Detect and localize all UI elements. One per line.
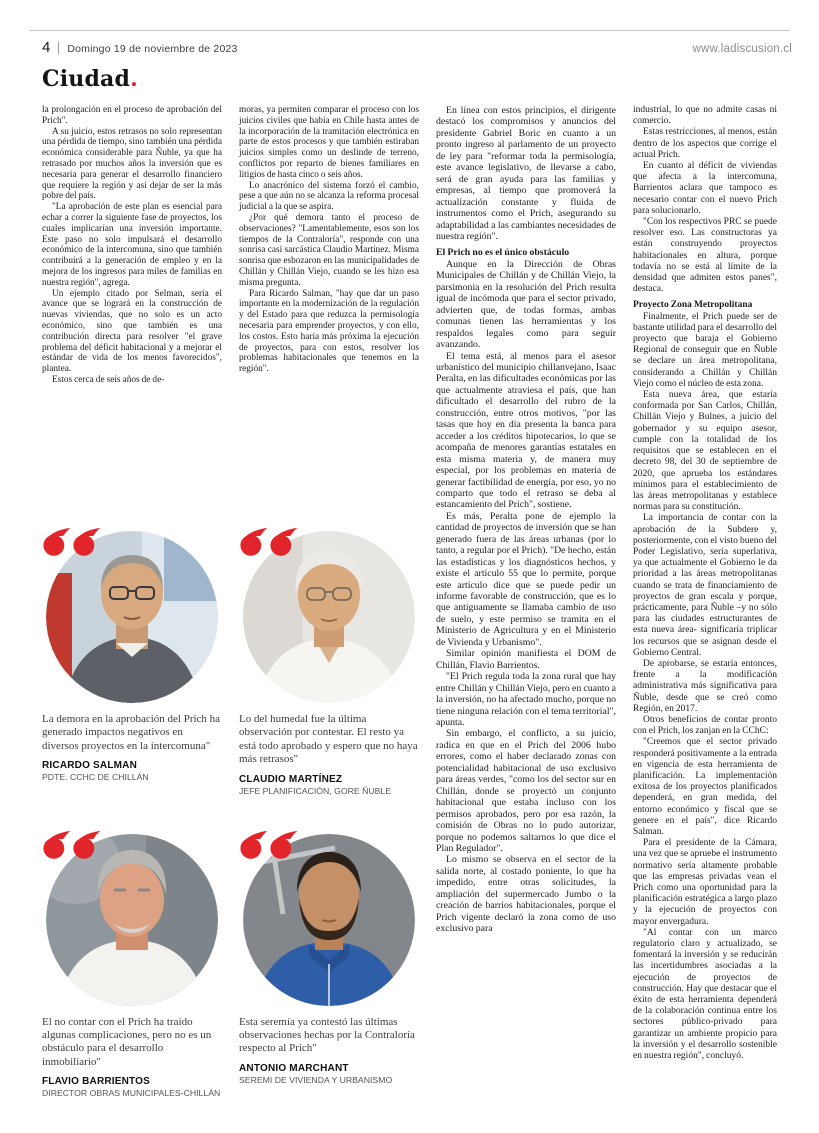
photo-flavio-barrientos <box>46 834 218 1006</box>
subheading: El Prich no es el único obstáculo <box>436 247 570 259</box>
text-column-1 <box>42 105 222 507</box>
body-paragraph: "Con los respectivos PRC se puede resolver eso. Las constructoras ya están construyendo proyectos habitacionales en altura, porque todavía no se está al límite de la densidad que admiten estos panes", destaca. <box>633 217 777 295</box>
body-paragraph: Finalmente, el Prich puede ser de bastante utilidad para el desarrollo del proyecto que baraja el Gobierno Regional de conseguir que en Ñuble se declare un área metropolitana, considerando a Chillán y Chillán Viejo como el núcleo de esta zona. <box>633 311 777 389</box>
quote-author-name: CLAUDIO MARTÍNEZ <box>239 773 343 785</box>
quote-attribution <box>42 1076 222 1098</box>
body-paragraph: Es más, Peralta pone de ejemplo la cantidad de proyectos de inversión que se han generado fuera de las áreas urbanas (por lo tanto, a regular por el Prich). "De hecho, están las estadísticas y los diagnósticos hechos, y existe el artículo 55 que lo permite, porque este artículo dice que se puede pedir un informe favorable de construcción, que es lo que antiguamente se llamaba cambio de uso de suelo, y este permiso se tramita en el Ministerio de Agricultura y en el Ministerio de Vivienda y Urbanismo". <box>436 510 616 648</box>
body-paragraph: La importancia de contar con la aprobación de la Subdere y, posteriormente, con el visto bueno del Poder Legislativo, sería superlativa, ya que actualmente el Gobierno le da prioridad a las áreas metropolitanas cuando se trata de financiamiento de proyectos de gran escala y porque, prácticamente, para Ñuble –y no sólo para las ciudades estructurantes de esta nueva área- significaría triplicar los recursos que se asignan desde el Gobierno Central. <box>633 513 777 658</box>
body-paragraph: De aprobarse, se estaría entonces, frente a la modificación administrativa más significativa para Ñuble, desde que se creó como Región, en 2017. <box>633 658 777 714</box>
quote-block-claudio-martinez <box>239 531 419 796</box>
body-paragraph: "La aprobación de este plan es esencial para echar a correr la siguiente fase de proyectos, los cuales implicarían una inversión importante. Este paso no solo impulsará el desarrollo económico de la intercomuna, sino que también contribuirá a la generación de empleo y en la mejora de los ingresos para miles de familias en nuestra región", agrega. <box>42 202 222 288</box>
body-paragraph: Esta nueva área, que estaría conformada por San Carlos, Chillán, Chillán Viejo y Bulnes, a juicio del gobernador y su equipo asesor, cumple con la totalidad de los requisitos que se establecen en el decreto 98, del 30 de septiembre de 2020, que aprueba los estándares mínimos para el establecimiento de las áreas metropolitanas y establece normas para su constitución. <box>633 390 777 513</box>
body-paragraph: Un ejemplo citado por Selman, sería el avance que se logrará en la construcción de nuevas viviendas, que no solo es un acto económico, sino que también es una contribución directa para resolver "el grave problema del déficit habitacional y a mejorar el estándar de vida de los menos favorecidos", plantea. <box>42 288 222 375</box>
body-paragraph: El tema está, al menos para el asesor urbanístico del municipio chillanvejano, Isaac Peralta, en las dificultades económicas por las que actualmente atraviesa el país, que han dificultado el desarrollo del rubro de la construcción, entre otros motivos, "por las tasas que hoy en día presenta la banca para acceder a los créditos hipotecarios, lo que se acompaña de menores garantías estatales en esta misma materia y, de manera muy especial, por los problemas en materia de generar factibilidad de energía, por eso, yo no comparto que todo el retraso se deba al estancamiento del Prich", sostiene. <box>436 350 616 511</box>
subheading: Proyecto Zona Metropolitana <box>633 300 753 311</box>
quote-attribution <box>239 1063 419 1085</box>
body-paragraph: Para el presidente de la Cámara, una vez que se apruebe el instrumento normativo sería altamente probable que las empresas privadas vean el Prich como una oportunidad para la planificación estratégica a largo plazo y la ejecución de proyectos con mayor envergadura. <box>633 838 777 927</box>
quotes-grid <box>42 531 419 1098</box>
body-paragraph: Similar opinión manifiesta el DOM de Chillán, Flavio Barrientos. <box>436 648 616 671</box>
quote-attribution <box>42 760 222 782</box>
left-half <box>42 105 419 1098</box>
section-title-text: Ciudad <box>42 66 131 92</box>
website-link[interactable]: www.ladiscusion.cl <box>692 43 792 55</box>
body-paragraph: Estas restricciones, al menos, están dentro de los aspectos que corrige el actual Prich. <box>633 127 777 160</box>
section-title <box>42 67 777 91</box>
quote-author-name: RICARDO SALMAN <box>42 760 138 772</box>
quote-author-role: JEFE PLANIFICACIÓN, GORE ÑUBLE <box>239 785 392 796</box>
masthead <box>42 39 792 57</box>
left-text-columns <box>42 105 419 507</box>
body-paragraph: Lo mismo se observa en el sector de la salida norte, al costado poniente, lo que ha impedido, entre otras solicitudes, la ampliación del supermercado Jumbo o la creación de barrios habitacionales, porque el Prich vigente declaró la zona como de uso exclusivo para <box>436 854 616 935</box>
quote-author-role: DIRECTOR OBRAS MUNICIPALES-CHILLÁN <box>42 1088 221 1099</box>
body-paragraph: Aunque en la Dirección de Obras Municipales de Chillán y de Chillán Viejo, la parsimonia en la resolución del Prich resulta igual de incómoda que para el sector privado, advierten que, de todas formas, ambas comunas tienen las herramientas y los respaldos legales como para seguir avanzando. <box>436 258 616 351</box>
body-paragraph: Estos cerca de seis años de de- <box>52 374 165 385</box>
quote-author-role: SEREMI DE VIVIENDA Y URBANISMO <box>239 1074 393 1085</box>
page-number: 4 <box>42 39 51 56</box>
body-paragraph: "Creemos que el sector privado responderá positivamente a la entrada en vigencia de esta herramienta de planificación. La implementación exitosa de los proyectos planificados dependerá, en gran medida, del entorno económico y fiscal que se genere en el país", dice Ricardo Salman. <box>633 737 777 837</box>
body-paragraph: ¿Por qué demora tanto el proceso de observaciones? "Lamentablemente, esos son los tiempos de la Contraloría", responde con una sonrisa casi sarcástica Claudio Martínez. Misma sonrisa que esbozaron en las municipalidades de Chillán y Chillán Viejo, cuando se les hizo esa misma pregunta. <box>239 212 419 288</box>
body-paragraph: industrial, lo que no admite casas ni comercio. <box>633 105 777 127</box>
body-paragraph: Otros beneficios de contar pronto con el Prich, los zanjan en la CChC: <box>633 714 777 737</box>
quote-caption: Lo del humedal fue la última observación por contestar. El resto ya está todo aprobado y espero que no haya más retrasos" <box>239 713 418 766</box>
text-column-3 <box>436 105 616 1098</box>
masthead-divider <box>58 42 59 54</box>
body-paragraph: Sin embargo, el conflicto, a su juicio, radica en que en el Prich del 2006 hubo errores, como el haber declarado zonas con potencialidad habitacional de uso exclusivo para áreas verdes, "como los del sector sur en Chillán, donde se proyectó un conjunto habitacional que estaba incluso con los permisos aprobados, pero por esa razón, la comisión de Obras no lo pudo autorizar, porque no podemos saltarnos lo que dice el Plan Regulador". <box>436 728 616 854</box>
photo-ricardo-salman <box>46 531 218 703</box>
quote-caption: El no contar con el Prich ha traído algunas complicaciones, pero no es un obstáculo para el desarrollo inmobiliario" <box>42 1015 212 1068</box>
quote-author-name: ANTONIO MARCHANT <box>239 1062 349 1074</box>
quote-author-name: FLAVIO BARRIENTOS <box>42 1076 151 1088</box>
quote-author-role: PDTE. CCHC DE CHILLÁN <box>42 772 149 783</box>
quote-icon <box>43 830 103 860</box>
body-paragraph: En cuanto al déficit de viviendas que afecta a la intercomuna, Barrientos aclara que tampoco es necesario contar con el nuevo Prich para solucionarlo. <box>633 161 777 216</box>
photo-antonio-marchant <box>243 834 415 1006</box>
body-paragraph: En línea con estos principios, el dirigente destacó los compromisos y anuncios del presidente Gabriel Boric en cuanto a un pronto ingreso al parlamento de un proyecto de ley para "reformar toda la permisología, este avance legislativo, de llevarse a cabo, será de gran ayuda para las familias y empresas, al tiempo que promoverá la actualización constante y fluida de instrumentos como el Prich, asegurando su adaptabilidad a las cambiantes necesidades de nuestra región". <box>436 105 616 242</box>
edition-date: Domingo 19 de noviembre de 2023 <box>67 43 238 55</box>
body-paragraph: "Al contar con un marco regulatorio claro y actualizado, se fomentará la inversión y se reducirán las incertidumbres asociadas a la ejecución de proyectos de construcción. Hay que destacar que el éxito de esta herramienta dependerá de la colaboración continua entre los sectores público-privado para garantizar un ambiente propicio para la inversión y el desarrollo sostenible en nuestra región", concluyó. <box>633 927 777 1062</box>
quote-block-flavio-barrientos <box>42 834 222 1099</box>
text-column-2 <box>239 105 419 507</box>
body-paragraph: la prolongación en el proceso de aprobación del Prich". <box>42 105 222 126</box>
quote-block-antonio-marchant <box>239 834 419 1099</box>
top-rule <box>29 30 790 31</box>
body-paragraph: A su juicio, estos retrasos no solo representan una pérdida de tiempo, sino también una pérdida económica considerable para Ñuble, ya que ha retrasado por muchos años la inversión que es necesaria para generar el desarrollo financiero que requiere la región y así dejar de ser la más pobre del país. <box>42 126 222 202</box>
quote-attribution <box>239 774 419 796</box>
quote-icon <box>240 527 300 557</box>
text-column-4 <box>633 105 777 1098</box>
quote-block-ricardo-salman <box>42 531 222 796</box>
body-paragraph: Lo anacrónico del sistema forzó el cambio, pese a que aún no se alcanza la reforma procesal judicial a la que se aspira. <box>239 180 419 213</box>
body-paragraph: Para Ricardo Salman, "hay que dar un paso importante en la modernización de la regulación y del Estado para que reduzca la permisología necesaria para emprender proyectos, y con ello, los costos. Esto haría más próxima la ejecución de proyectos, para con estos, resolver los problemas habitacionales que tenemos en la región". <box>239 288 419 375</box>
quote-caption: Esta seremía ya contestó las últimas observaciones hechas por la Contraloría respecto al Prich" <box>239 1015 415 1055</box>
section-title-red-dot: . <box>130 66 138 92</box>
article-body <box>42 105 777 1098</box>
photo-claudio-martinez <box>243 531 415 703</box>
quote-icon <box>43 527 103 557</box>
body-paragraph: "El Prich regula toda la zona rural que hay entre Chillán y Chillán Viejo, pero en cuanto a la inversión, no ha afectado mucho, porque no tiene ninguna relación con el tema territorial", apunta. <box>436 671 616 729</box>
body-paragraph: moras, ya permiten comparar el proceso con los juicios civiles que había en Chile hasta antes de la incorporación de la tramitación electrónica en parte de estos procesos y que también estiraban juicios simples como un deslinde de terreno, conflictos por reparto de bienes familiares en litigios de hasta cinco o seis años. <box>239 105 419 180</box>
right-half <box>436 105 777 1098</box>
quote-caption: La demora en la aprobación del Prich ha generado impactos negativos en diversos proyectos en la intercomuna" <box>42 713 221 752</box>
quote-icon <box>240 830 300 860</box>
